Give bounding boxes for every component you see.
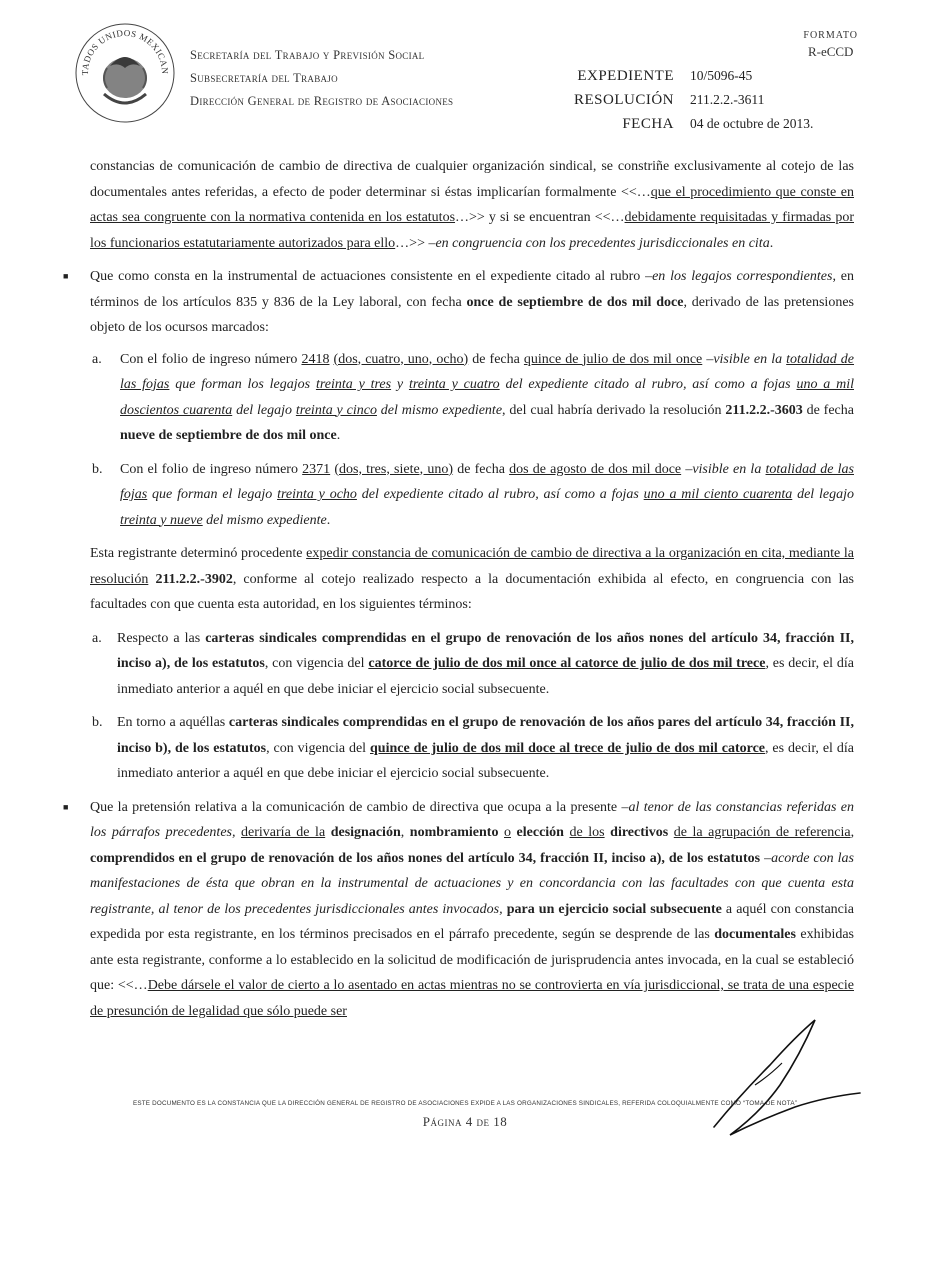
national-seal — [74, 22, 176, 124]
resolucion-row — [560, 88, 813, 112]
list-text: Con el folio de ingreso número 2418 (dos, cuatro, uno, ocho) de fecha quince de julio de dos mil once –visible en la totalidad de las fojas que forman los legajos treinta y tres y treinta y cuatro del expediente citado al rubro, así como a fojas uno a mil doscientos cuarenta del legajo treinta y cinco del mismo expediente, del cual habría derivado la resolución 211.2.2.-3603 de fecha nueve de septiembre de dos mil once. — [120, 351, 855, 443]
agency-line-direccion: Dirección General de Registro de Asociaciones — [190, 94, 454, 108]
formato-label: FORMATO — [803, 30, 858, 41]
agency-block — [190, 44, 453, 113]
paragraph-determination: Esta registrante determinó procedente expedir constancia de comunicación de cambio de directiva a la organización en cita, mediante la resolución 211.2.2.-3902, conforme al cotejo realizado respecto a la documentación exhibida al efecto, en congruencia con las facultades con que cuenta esta autoridad, en los siguientes términos: — [90, 546, 855, 612]
resolucion-label: RESOLUCIÓN — [573, 92, 674, 108]
bullet-text: Que como consta en la instrumental de actuaciones consistente en el expediente citado al rubro –en los legajos correspondientes, en términos de los artículos 835 y 836 de la Ley laboral, con fecha once de septiembre de dos mil doce, derivado de las pretensiones objeto de los ocursos marcados: — [90, 269, 854, 335]
fecha-row — [560, 112, 813, 136]
expediente-label: EXPEDIENTE — [577, 68, 674, 84]
agency-line-secretaria: Secretaría del Trabajo y Previsión Social — [190, 48, 425, 62]
document-body — [63, 154, 855, 1030]
bullet-square-icon: ■ — [63, 801, 69, 812]
expediente-value: 10/5096-45 — [690, 68, 753, 83]
fecha-value: 04 de octubre de 2013. — [690, 116, 814, 131]
list-letter: b. — [92, 461, 103, 477]
list-item-carteras-nones — [90, 626, 854, 703]
paragraph-continuation: constancias de comunicación de cambio de directiva de cualquier organización sindical, se constriñe exclusivamente al cotejo de las documentales antes referidas, a efecto de poder determinar si éstas implicarían formalmente <<…que el procedimiento que conste en actas sea congruente con la normativa contenida en los estatutos…>> y si se encuentran <<…debidamente requisitadas y firmadas por los funcionarios estatutariamente autorizados para ello…>> –en congruencia con los precedentes jurisdiccionales en cita. — [90, 159, 854, 251]
bullet-text: Que la pretensión relativa a la comunicación de cambio de directiva que ocupa a la presente –al tenor de las constancias referidas en los párrafos precedentes, derivaría de la designación, nombramiento o elección de los directivos de la agrupación de referencia, comprendidos en el grupo de renovación de los años nones del artículo 34, fracción II, inciso a), de los estatutos –acorde con las manifestaciones de ésta que obran en la instrumental de actuaciones y en concordancia con las facultades con que cuenta esta registrante, al tenor de los precedentes jurisdiccionales antes invocados, para un ejercicio social subsecuente a aquél con constancia expedida por esta registrante, en los términos precisados en el párrafo precedente, según se desprende de las documentales exhibidas ante esta registrante, conforme a lo establecido en la solicitud de modificación de jurisprudencia antes invocada, en la cual se estableció que: <<…Debe dársele el valor de cierto a lo asentado en actas mientras no se controvierta en vía jurisdiccional, se trata de una especie de presunción de legalidad que sólo puede ser — [90, 799, 855, 1019]
formato-code: R-eCCD — [807, 44, 854, 59]
page-number: Página 4 de 18 — [422, 1114, 508, 1129]
seal-text: TADOS UNIDOS MEXICAN — [79, 27, 171, 76]
agency-line-subsecretaria: Subsecretaría del Trabajo — [190, 71, 338, 85]
formato-block — [803, 30, 858, 60]
list-item-folio-2418 — [90, 347, 854, 449]
footer-note: ESTE DOCUMENTO ES LA CONSTANCIA QUE LA DIRECCIÓN GENERAL DE REGISTRO DE ASOCIACIONES EXPIDE A LAS ORGANIZACIONES SINDICALES, REFERIDA COLOQUIALMENTE COMO “TOMA DE NOTA” — [132, 1100, 798, 1107]
list-letter: b. — [92, 715, 103, 730]
bullet-square-icon: ■ — [63, 271, 69, 281]
list-text: Respecto a las carteras sindicales comprendidas en el grupo de renovación de los años nones del artículo 34, fracción II, inciso a), de los estatutos, con vigencia del catorce de julio de dos mil once al catorce de julio de dos mil trece, es decir, el día inmediato anterior a aquél en que debe iniciar el ejercicio social subsecuente. — [117, 630, 854, 697]
list-letter: a. — [92, 351, 102, 367]
list-letter: a. — [92, 630, 102, 646]
eagle-seal-icon — [74, 22, 176, 124]
expediente-row — [560, 64, 813, 88]
case-metadata — [560, 64, 813, 136]
list-text: Con el folio de ingreso número 2371 (dos, tres, siete, uno) de fecha dos de agosto de dos mil doce –visible en la totalidad de las fojas que forman el legajo treinta y ocho del expediente citado al rubro, así como a fojas uno a mil ciento cuarenta del legajo treinta y nueve del mismo expediente. — [120, 461, 854, 528]
fecha-label: FECHA — [622, 116, 674, 132]
bullet-item-pretension — [63, 795, 855, 1025]
list-text: En torno a aquéllas carteras sindicales comprendidas en el grupo de renovación de los años pares del artículo 34, fracción II, inciso b), de los estatutos, con vigencia del quince de julio de dos mil doce al trece de julio de dos mil catorce, es decir, el día inmediato anterior a aquél en que debe iniciar el ejercicio social subsecuente. — [117, 715, 854, 781]
list-item-folio-2371 — [90, 457, 854, 534]
list-item-carteras-pares — [90, 710, 854, 787]
bullet-item-actuaciones — [63, 264, 854, 341]
resolucion-value: 211.2.2.-3611 — [690, 92, 765, 107]
